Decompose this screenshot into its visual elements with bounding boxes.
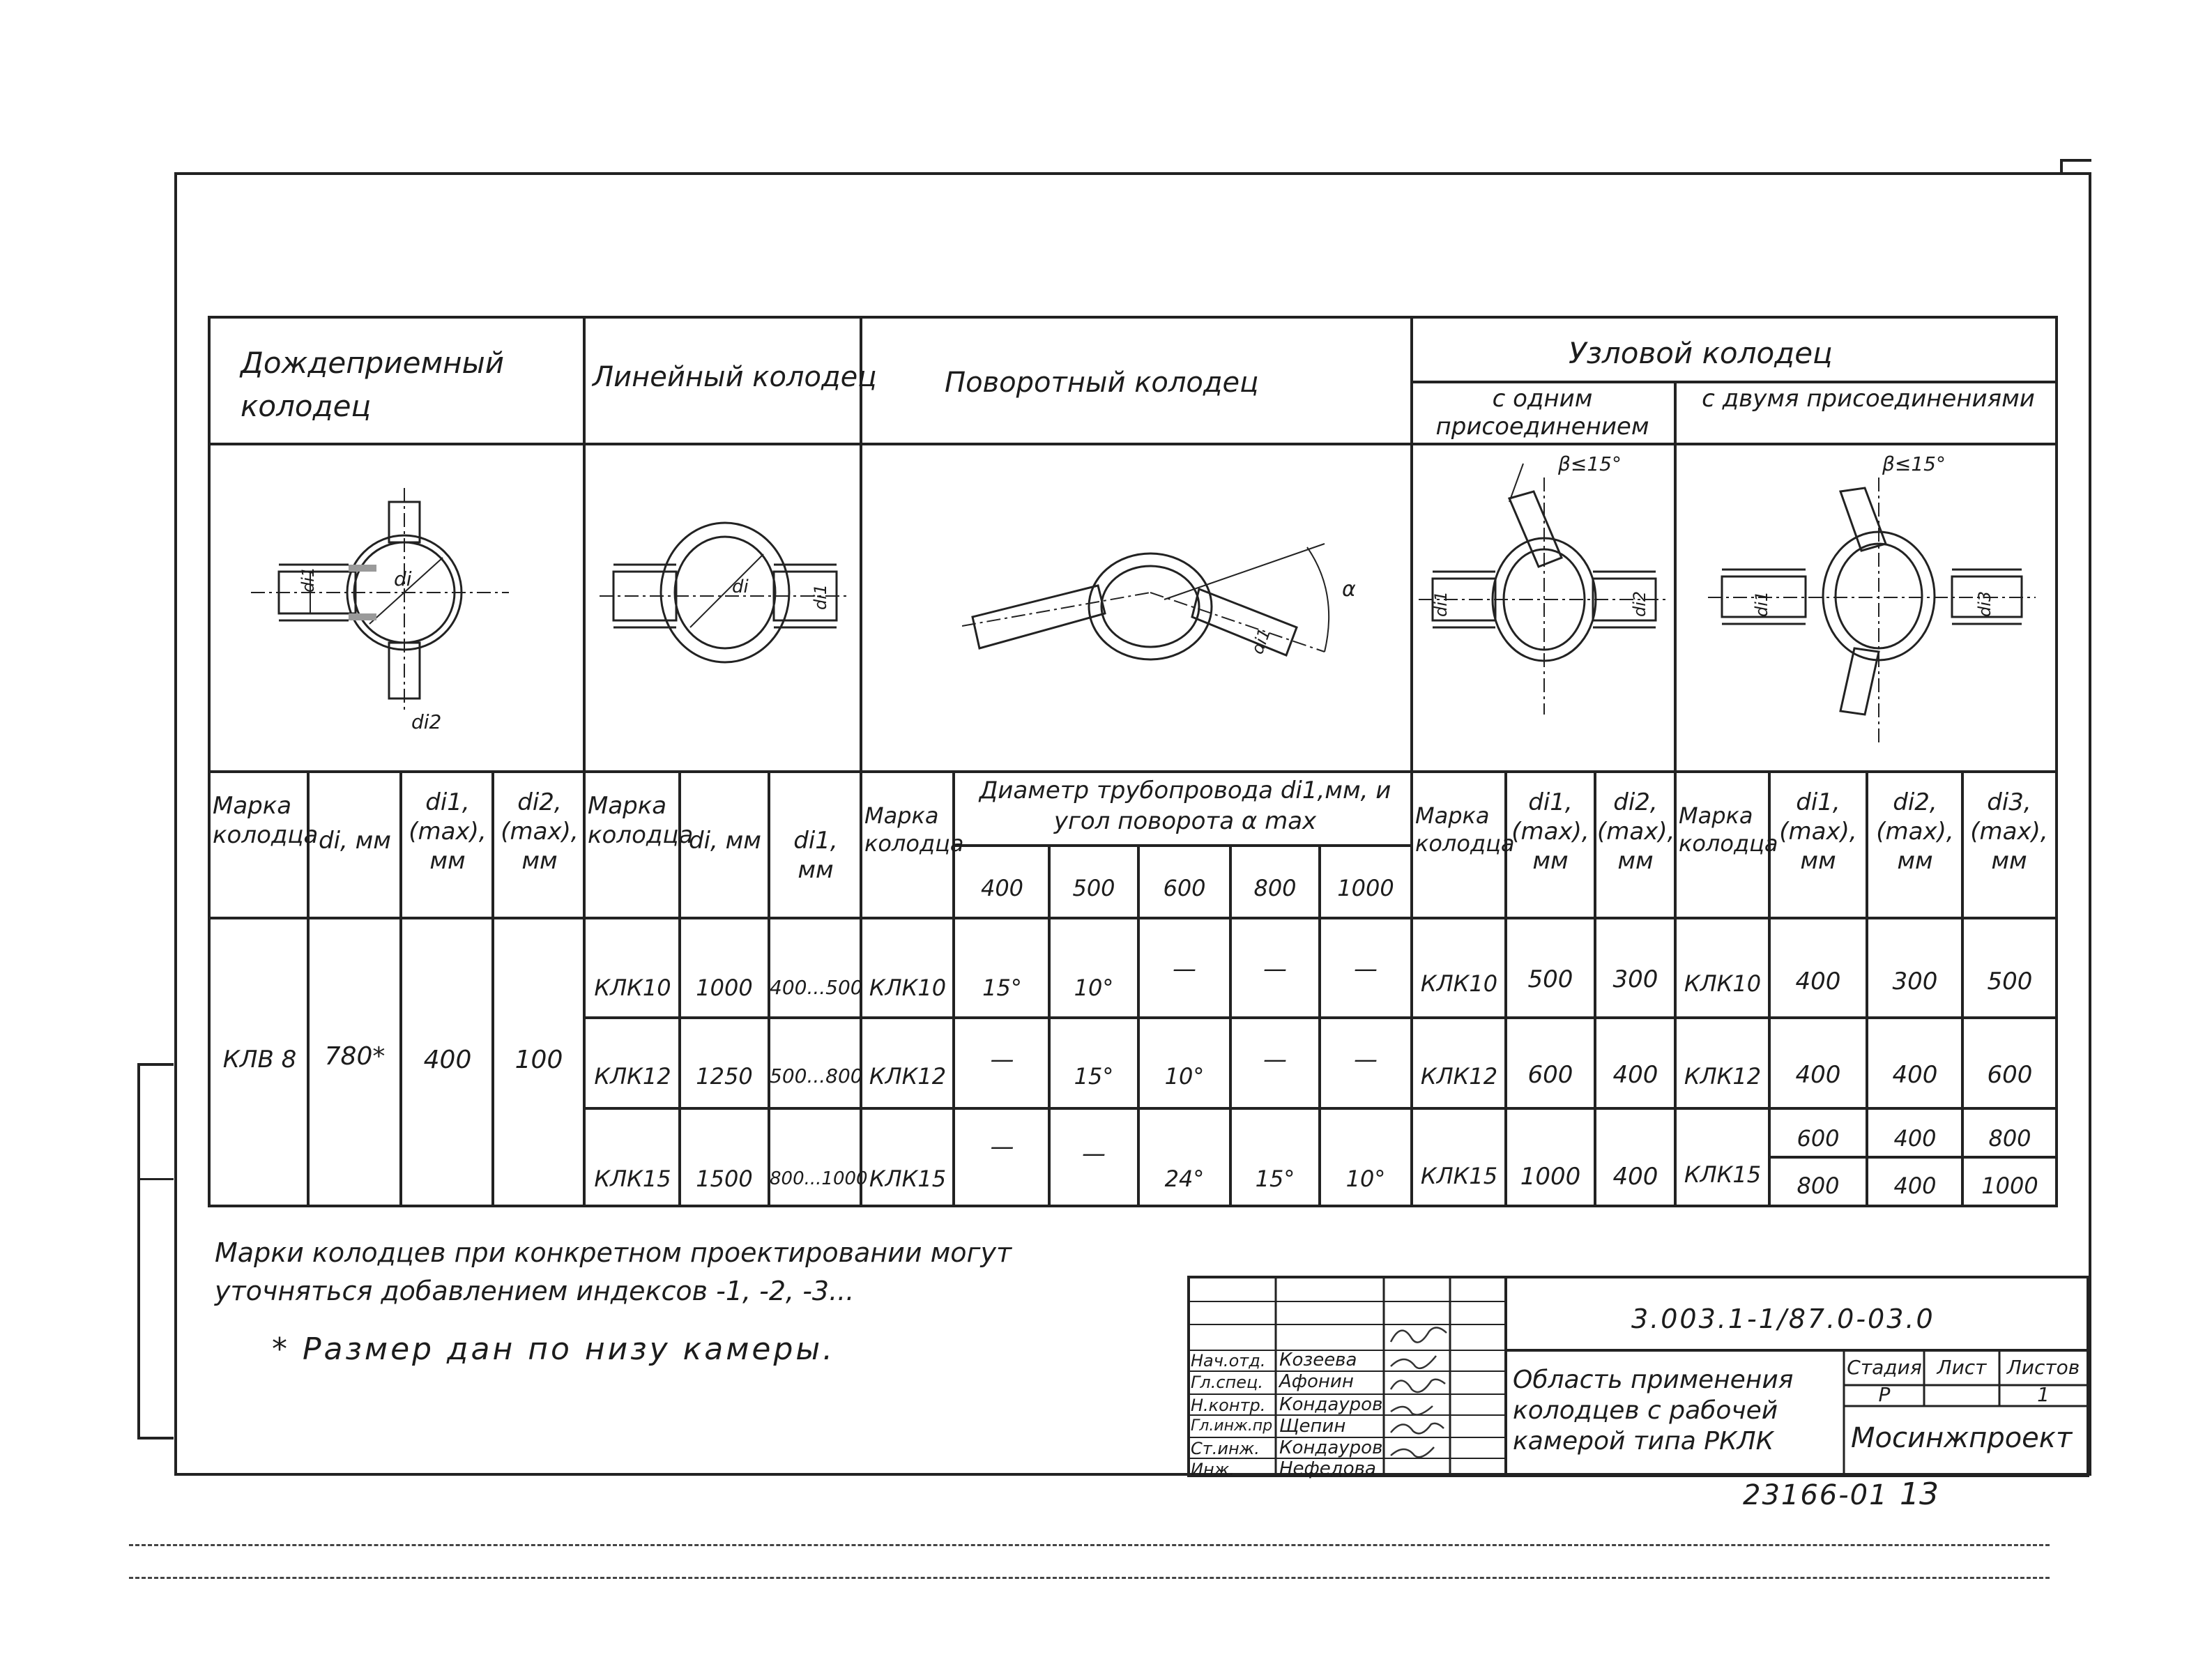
staff-name-1: Козеева [1279,1350,1357,1370]
r3-u1-di2: 400 [1612,1163,1658,1191]
sheets-label: Листов [2006,1356,2080,1379]
r3-lin-mark: КЛК15 [594,1166,671,1192]
r3-angle-500: — [1082,1140,1106,1168]
footnote: * Размер дан по низу камеры. [272,1331,836,1367]
org-name: Мосинжпроект [1851,1422,2073,1454]
cut-line [129,1544,2050,1546]
staff-name-4: Щепин [1279,1416,1346,1437]
label-uzl2-beta: β≤15° [1882,452,1946,475]
u2-r4-di3: 1000 [1981,1173,2038,1199]
note-line-2: уточняться добавлением индексов -1, -2, -3... [215,1276,855,1306]
header-doj: Дождеприемный колодец [241,346,505,423]
doj-di: 780* [324,1042,386,1071]
sheet-title: Область применения колодцев с рабочей камерой типа РКЛК [1513,1366,1794,1456]
colhead-u1-di1: di1, (max), мм [1511,788,1589,875]
u2-r1-di1: 400 [1795,968,1841,995]
colhead-doj-mark: Марка колодца [213,792,319,849]
u2-r1-mark: КЛК10 [1684,970,1762,997]
r1-pov-mark: КЛК10 [869,975,947,1001]
staff-role-3: Н.контр. [1191,1396,1266,1415]
colhead-pov-500: 500 [1072,875,1115,901]
r3-angle-400: — [990,1133,1014,1161]
staff-role-6: Инж. [1191,1460,1235,1479]
cut-line [129,1577,2050,1579]
colhead-doj-di2: di2, (max), мм [501,788,579,875]
r1-u1-mark: КЛК10 [1420,970,1498,997]
r1-angle-400: 15° [982,975,1022,1001]
r1-angle-800: — [1263,955,1287,983]
colhead-u2-di1: di1, (max), мм [1779,788,1857,875]
u2-r3-di3: 800 [1988,1125,2031,1152]
r1-angle-1000: — [1354,955,1378,983]
r1-angle-600: — [1173,955,1196,983]
header-uzl: Узловой колодец [1569,336,1833,370]
r3-u1-mark: КЛК15 [1420,1163,1498,1189]
r2-u1-di1: 600 [1527,1061,1573,1089]
r3-lin-di: 1500 [696,1166,753,1192]
r3-lin-di1: 800...1000 [770,1168,868,1189]
staff-role-4: Гл.инж.пр [1191,1417,1273,1435]
staff-name-5: Кондауров [1279,1437,1383,1458]
colhead-u2-di3: di3, (max), мм [1970,788,2048,875]
r1-u1-di1: 500 [1527,965,1573,993]
r3-angle-600: 24° [1164,1166,1205,1192]
u2-r4-di1: 800 [1797,1173,1840,1199]
colhead-pov-800: 800 [1253,875,1297,901]
u2-r3-di1: 600 [1797,1125,1840,1152]
doj-di2: 100 [514,1046,563,1074]
label-doj-di1: di1 [298,566,318,593]
header-uzl-one: с одним присоединением [1435,385,1649,441]
colhead-doj-di: di, мм [319,827,391,855]
r2-lin-di1: 500...800 [770,1064,863,1087]
u2-r4-di2: 400 [1893,1173,1937,1199]
label-lin-di1: di1 [811,583,830,610]
r2-u1-di2: 400 [1612,1061,1658,1089]
staff-name-6: Нефедова [1279,1458,1376,1479]
r3-angle-1000: 10° [1345,1166,1386,1192]
label-uzl2-di1: di1 [1752,590,1771,617]
sheet-label: Лист [1937,1356,1987,1379]
u2-r2-mark: КЛК12 [1684,1063,1762,1090]
label-lin-di: di [732,576,749,597]
header-pov: Поворотный колодец [945,367,1259,399]
staff-role-5: Ст.инж. [1191,1439,1260,1458]
colhead-pov-400: 400 [980,875,1024,901]
u2-r2-di3: 600 [1987,1061,2033,1089]
label-pov-di1: di1 [1247,625,1275,657]
u2-r2-di2: 400 [1892,1061,1938,1089]
r2-angle-1000: — [1354,1046,1378,1074]
colhead-doj-di1: di1, (max), мм [409,788,487,875]
u2-r3-di2: 400 [1893,1125,1937,1152]
label-uzl2-di3: di3 [1975,590,1994,617]
page-number: 13 [1900,1476,1939,1512]
r1-lin-mark: КЛК10 [594,975,671,1001]
stage-value: Р [1878,1383,1891,1406]
r3-angle-800: 15° [1255,1166,1295,1192]
colhead-lin-di1: di1, мм [793,827,838,884]
r1-lin-di: 1000 [696,975,753,1001]
r1-angle-500: 10° [1074,975,1114,1001]
doc-code: 3.003.1-1/87.0-03.0 [1631,1304,1935,1334]
r2-lin-mark: КЛК12 [594,1063,671,1090]
r3-pov-mark: КЛК15 [869,1166,947,1192]
colhead-u1-mark: Марка колодца [1415,802,1515,857]
u2-r1-di3: 500 [1987,968,2033,995]
label-pov-alpha: α [1342,577,1356,602]
u2-r2-di1: 400 [1795,1061,1841,1089]
colhead-pov-diam: Диаметр трубопровода di1,мм, и угол поворота α max [979,777,1391,835]
r3-u1-di1: 1000 [1520,1163,1581,1191]
colhead-u2-di2: di2, (max), мм [1876,788,1954,875]
colhead-u2-mark: Марка колодца [1679,802,1778,857]
stage-label: Стадия [1847,1356,1922,1379]
r2-lin-di: 1250 [696,1063,753,1090]
u2-r1-di2: 300 [1892,968,1938,995]
staff-role-2: Гл.спец. [1191,1373,1263,1392]
r2-pov-mark: КЛК12 [869,1063,947,1090]
r2-angle-600: 10° [1164,1063,1205,1090]
label-doj-di: di [394,567,412,590]
staff-name-2: Афонин [1279,1371,1354,1392]
header-lin: Линейный колодец [593,361,877,393]
sheets-value: 1 [2037,1383,2050,1406]
staff-name-3: Кондауров [1279,1394,1383,1415]
colhead-u1-di2: di2, (max), мм [1597,788,1675,875]
staff-role-1: Нач.отд. [1191,1351,1266,1370]
r2-angle-500: 15° [1074,1063,1114,1090]
r2-angle-400: — [990,1046,1014,1074]
r1-u1-di2: 300 [1612,965,1658,993]
colhead-lin-mark: Марка колодца [588,792,694,849]
colhead-pov-1000: 1000 [1337,875,1394,901]
colhead-lin-di: di, мм [689,827,761,855]
header-uzl-two: с двумя присоединениями [1702,385,2035,413]
doj-di1: 400 [423,1046,472,1074]
label-uzl1-di2: di2 [1630,590,1649,617]
r2-angle-800: — [1263,1046,1287,1074]
inventory-number: 23166-01 [1743,1479,1889,1511]
u2-r3-mark: КЛК15 [1684,1161,1762,1188]
r2-u1-mark: КЛК12 [1420,1063,1498,1090]
r1-lin-di1: 400...500 [770,976,863,999]
label-uzl1-di1: di1 [1431,590,1451,617]
note-line-1: Марки колодцев при конкретном проектировании могут [215,1237,1012,1268]
label-doj-di2: di2 [411,710,442,733]
label-uzl1-beta: β≤15° [1558,452,1622,475]
colhead-pov-600: 600 [1163,875,1206,901]
doj-mark: КЛВ 8 [222,1046,297,1074]
colhead-pov-mark: Марка колодца [864,802,964,857]
